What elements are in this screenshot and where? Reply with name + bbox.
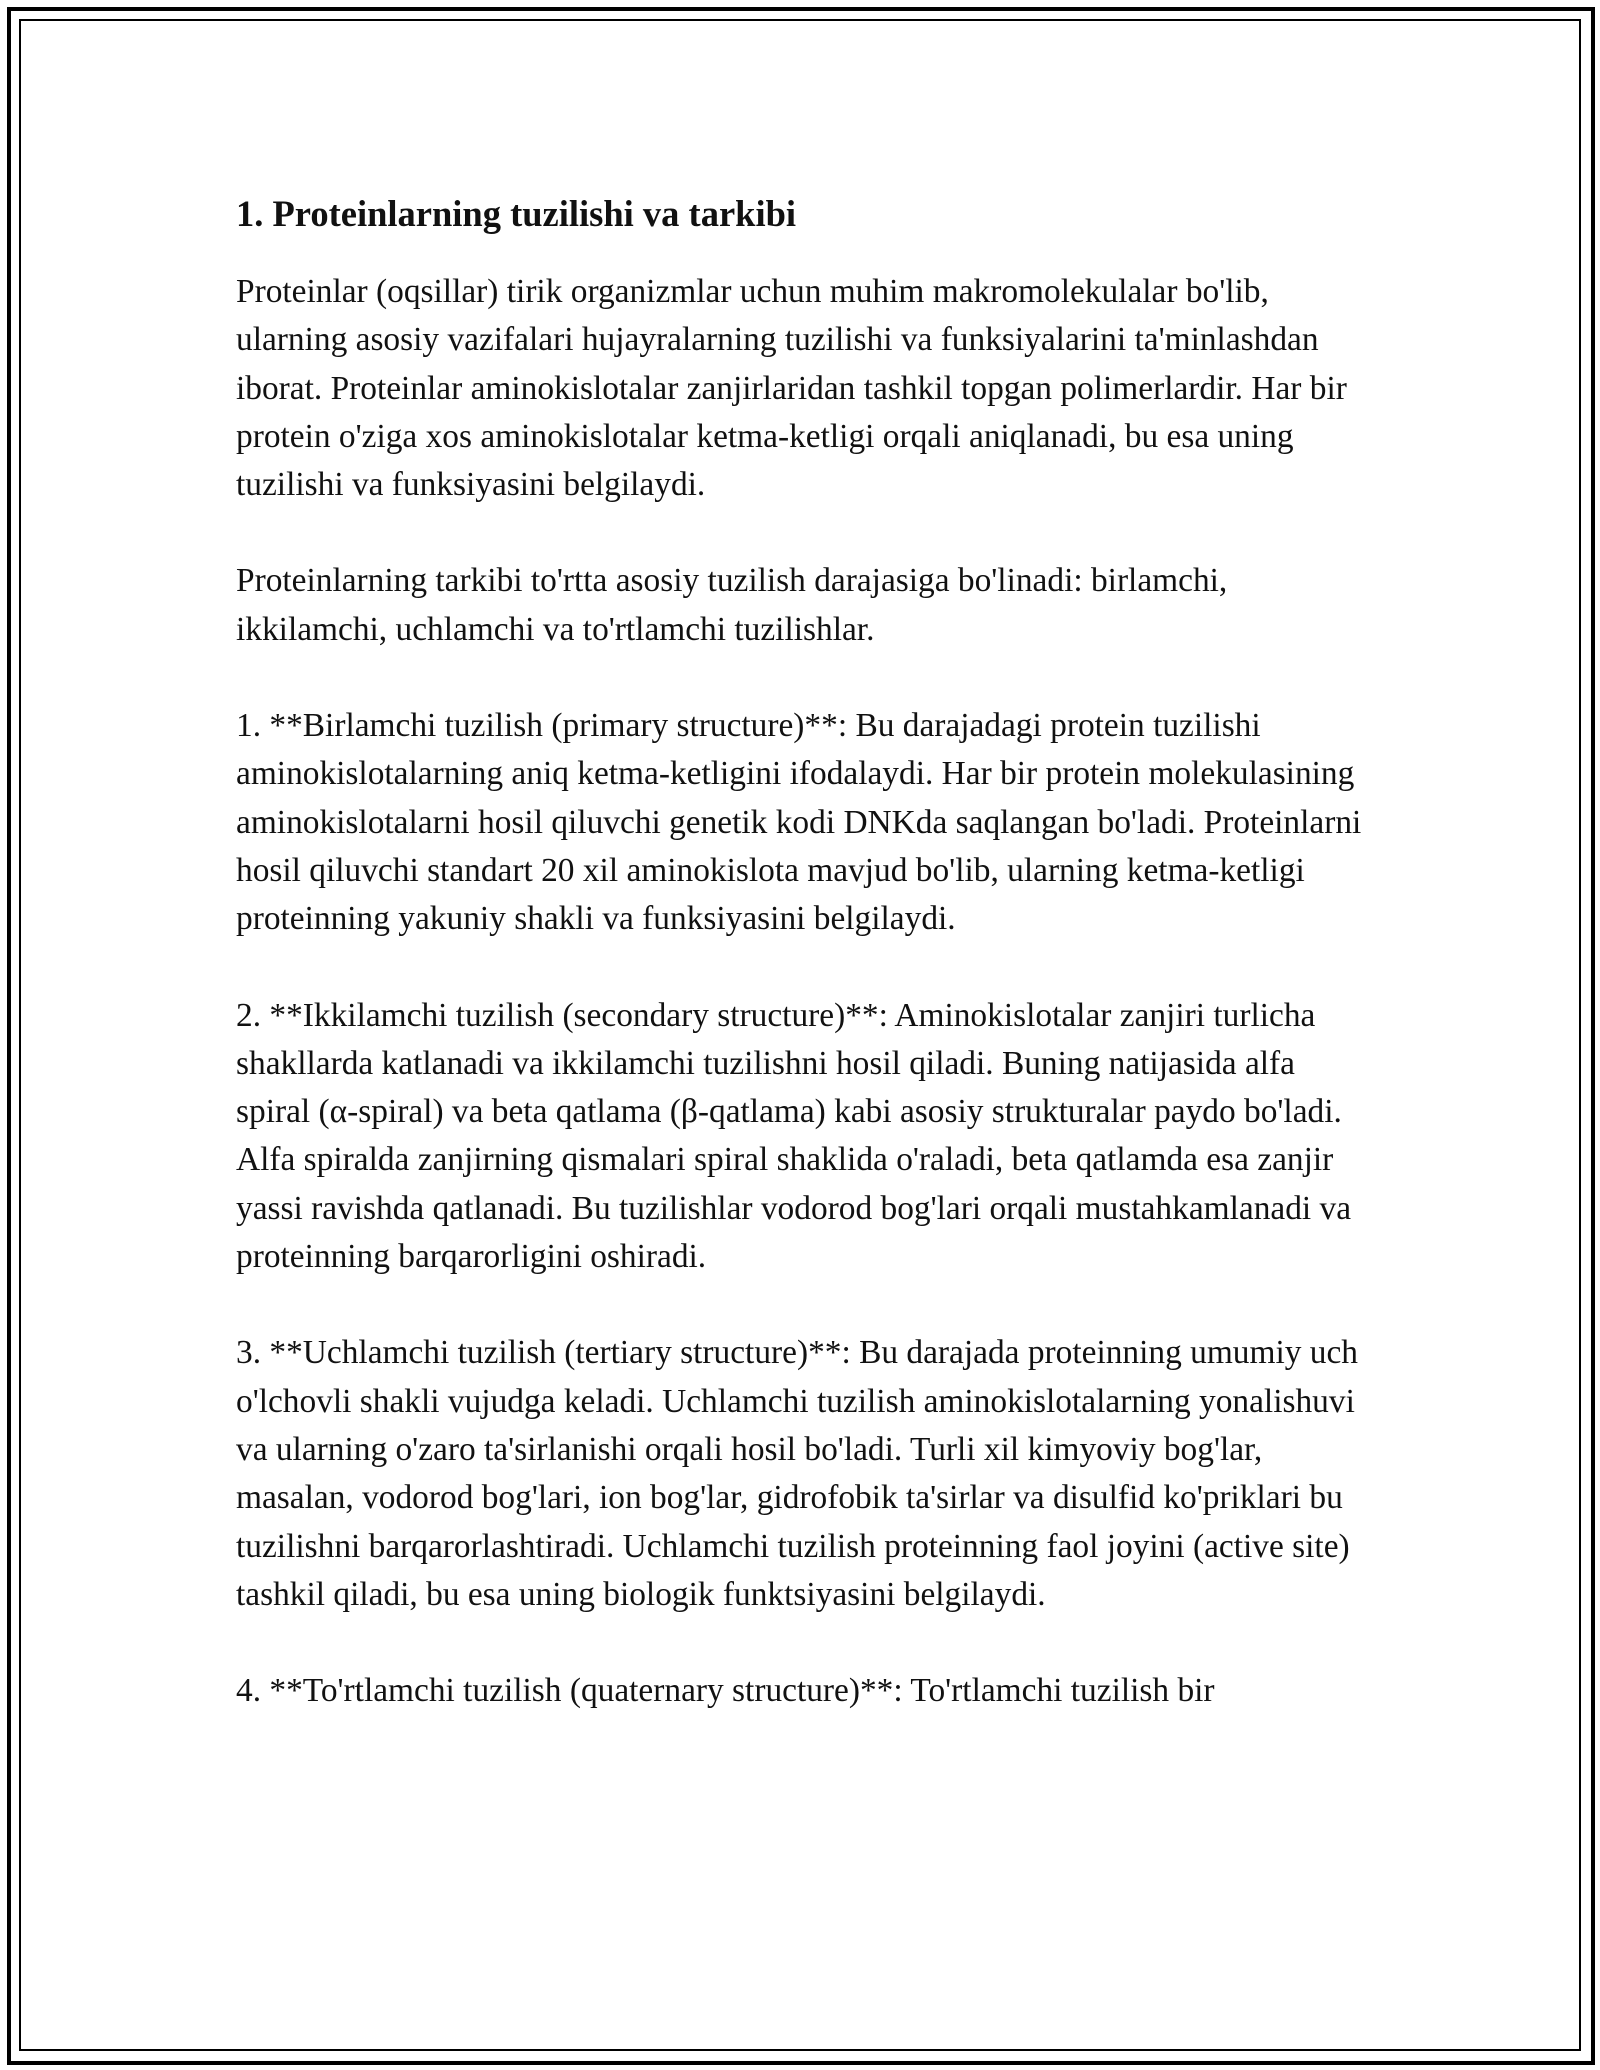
quaternary-structure-paragraph: 4. **To'rtlamchi tuzilish (quaternary structure)**: To'rtlamchi tuzilish bir [236, 1672, 1215, 1710]
intro-paragraph: Proteinlar (oqsillar) tirik organizmlar uchun muhim makromolekulalar bo'lib, ularning asosiy vazifalari hujayralarning tuzilishi va funksiyalarini ta'minlashdan iborat. Proteinlar aminokislotalar zanjirlaridan tashkil topgan polimerlardir. Har bir protein o'ziga xos aminokislotalar ketma-ketligi orqali aniqlanadi, bu esa uning tuzilishi va funksiyasini belgilaydi. [236, 273, 1347, 504]
document-title: 1. Proteinlarning tuzilishi va tarkibi [236, 193, 797, 234]
structure-levels-paragraph: Proteinlarning tarkibi to'rtta asosiy tuzilish darajasiga bo'linadi: birlamchi, ikkilamchi, uchlamchi va to'rtlamchi tuzilishlar. [236, 562, 1228, 648]
secondary-structure-paragraph: 2. **Ikkilamchi tuzilish (secondary structure)**: Aminokislotalar zanjiri turlicha shakllarda katlanadi va ikkilamchi tuzilishni hosil qiladi. Buning natijasida alfa spiral (α-spiral) va beta qatlama (β-qatlama) kabi asosiy strukturalar paydo bo'ladi. Alfa spiralda zanjirning qismalari spiral shaklida o'raladi, beta qatlamda esa zanjir yassi ravishda qatlanadi. Bu tuzilishlar vodorod bog'lari orqali mustahkamlanadi va proteinning barqarorligini oshiradi. [236, 996, 1352, 1276]
primary-structure-paragraph: 1. **Birlamchi tuzilish (primary structure)**: Bu darajadagi protein tuzilishi aminokislotalarning aniq ketma-ketligini ifodalaydi. Har bir protein molekulasining aminokislotalarni hosil qiluvchi genetik kodi DNKda saqlangan bo'ladi. Proteinlarni hosil qiluvchi standart 20 xil aminokislota mavjud bo'lib, ularning ketma-ketligi proteinning yakuniy shakli va funksiyasini belgilaydi. [236, 707, 1362, 938]
document-body [236, 186, 1366, 1715]
tertiary-structure-paragraph: 3. **Uchlamchi tuzilish (tertiary structure)**: Bu darajada proteinning umumiy uch o'lchovli shakli vujudga keladi. Uchlamchi tuzilish aminokislotalarning yonalishuvi va ularning o'zaro ta'sirlanishi orqali hosil bo'ladi. Turli xil kimyoviy bog'lar, masalan, vodorod bog'lari, ion bog'lar, gidrofobik ta'sirlar va disulfid ko'priklari bu tuzilishni barqarorlashtiradi. Uchlamchi tuzilish proteinning faol joyini (active site) tashkil qiladi, bu esa uning biologik funktsiyasini belgilaydi. [236, 1334, 1358, 1613]
